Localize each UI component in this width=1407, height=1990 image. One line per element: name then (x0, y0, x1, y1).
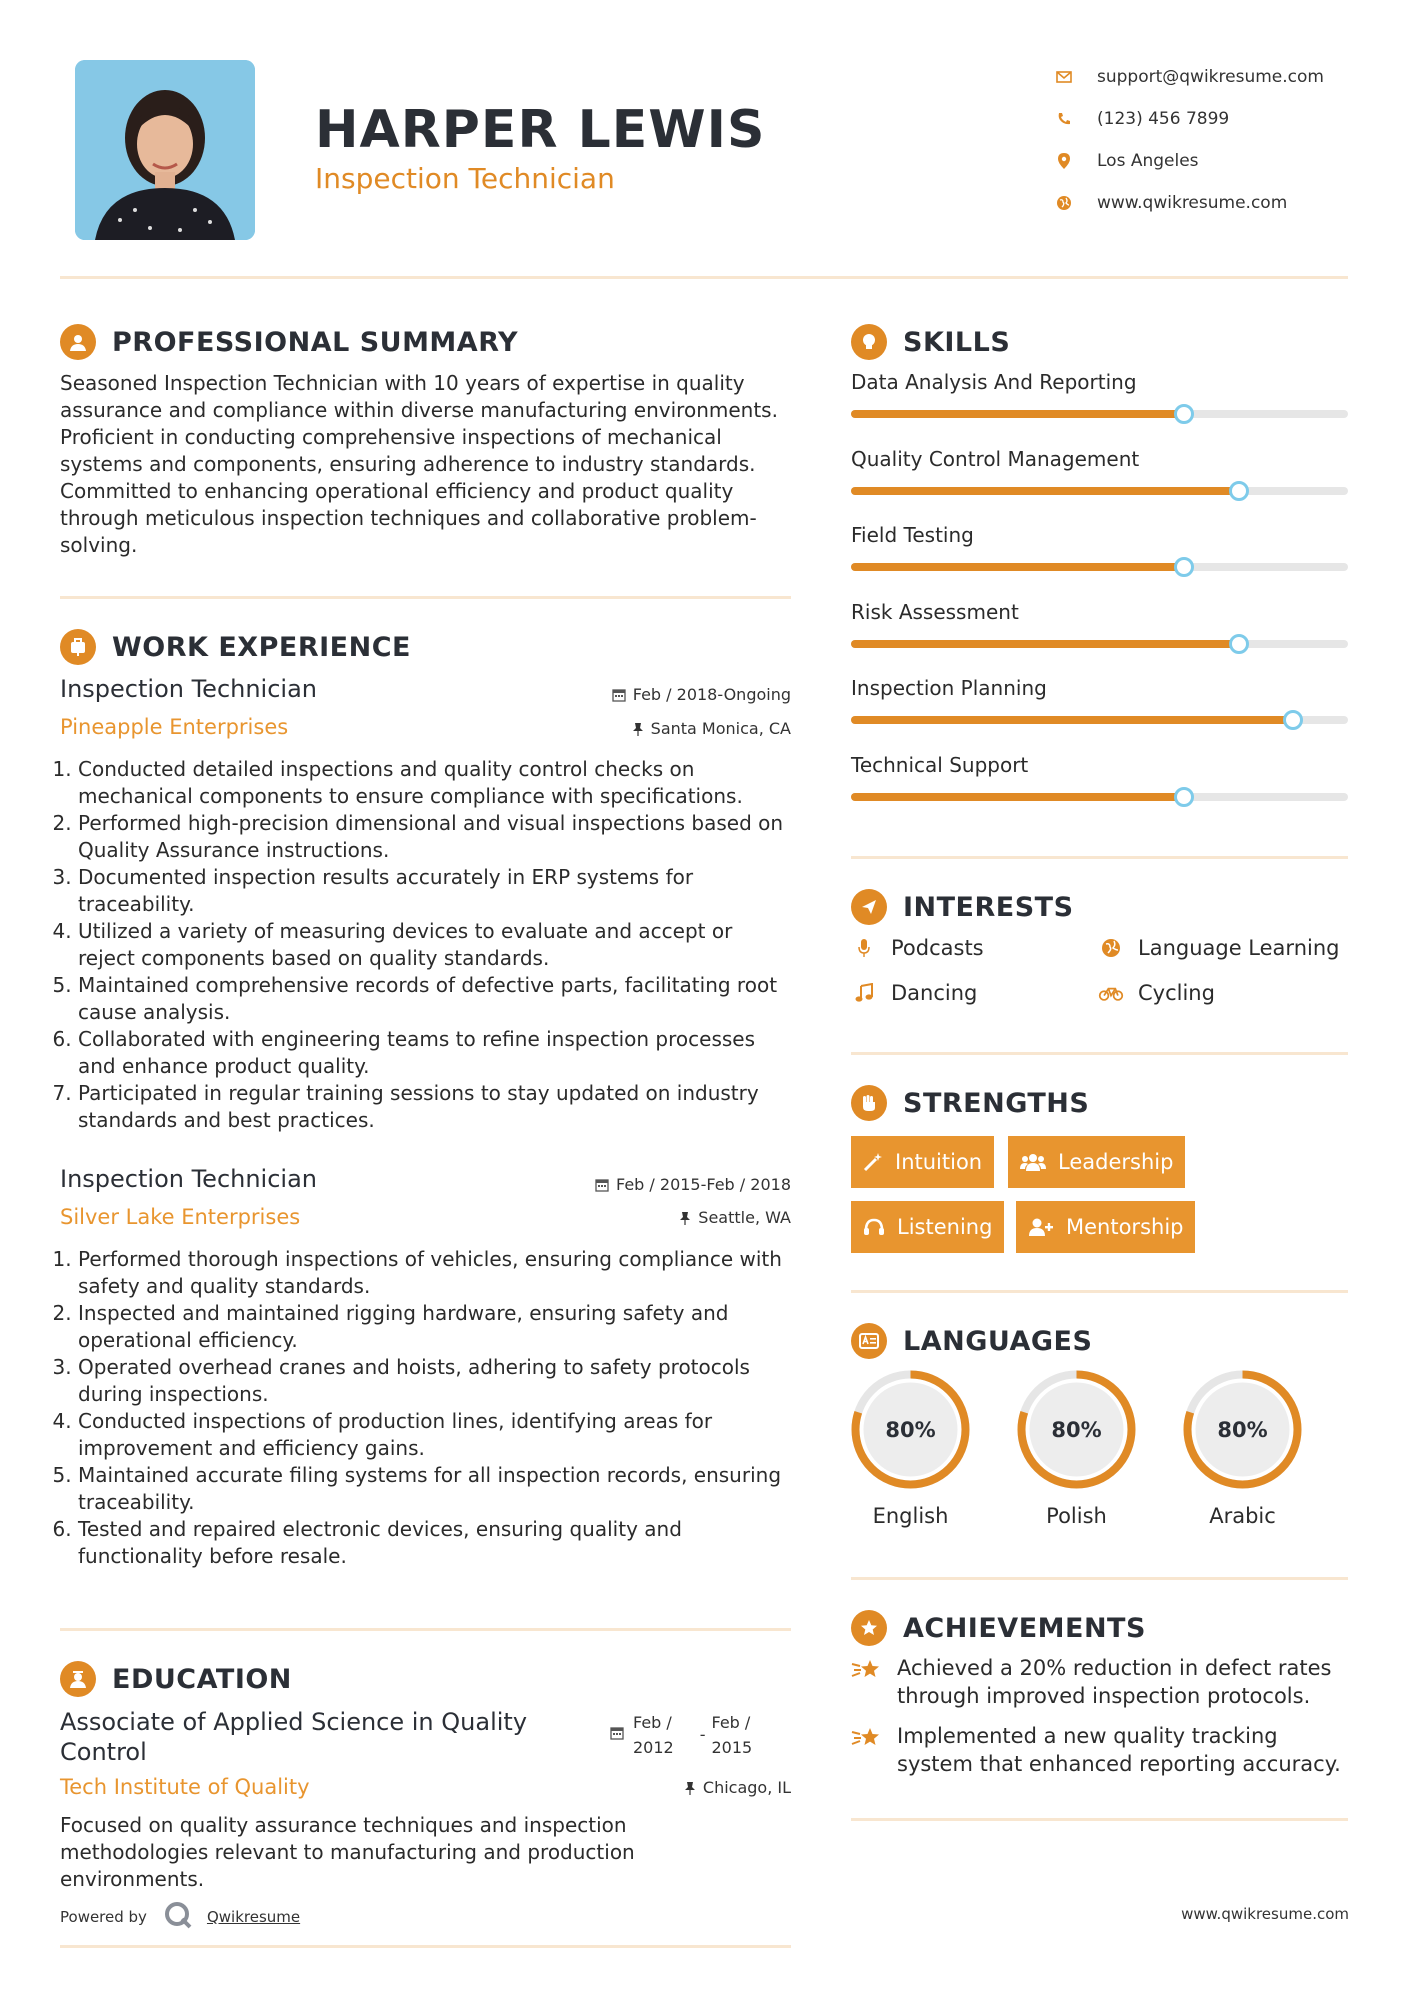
duty-item: 2. Inspected and maintained rigging hardware, ensuring safety and operational efficiency. (78, 1300, 795, 1354)
languages-heading (851, 1323, 1092, 1359)
duty-item: 1. Conducted detailed inspections and quality control checks on mechanical components to ensure compliance with specifications. (78, 756, 795, 810)
skill-name: Quality Control Management (851, 446, 1140, 471)
phone-icon (1055, 110, 1073, 128)
job-dates-text: Feb / 2015-Feb / 2018 (616, 1175, 791, 1194)
microphone-icon (851, 937, 877, 959)
lightbulb-icon (851, 324, 887, 360)
candidate-name: HARPER LEWIS (315, 100, 766, 160)
strength-label: Leadership (1058, 1150, 1174, 1174)
user-plus-icon (1028, 1217, 1054, 1237)
duty-item: 3. Documented inspection results accurately in ERP systems for traceability. (78, 864, 795, 918)
skill-bar (851, 793, 1348, 801)
education-heading (60, 1661, 292, 1697)
interest-item (851, 981, 977, 1005)
duty-item: 5. Maintained comprehensive records of defective parts, facilitating root cause analysis. (78, 972, 795, 1026)
summary-title: PROFESSIONAL SUMMARY (112, 326, 519, 358)
strengths-divider (851, 1290, 1348, 1293)
skills-heading (851, 324, 1010, 360)
strength-badge (1008, 1136, 1185, 1188)
bicycle-icon (1098, 982, 1124, 1004)
education-location (500, 1778, 791, 1797)
achievements-heading (851, 1610, 1146, 1646)
language-ring (1180, 1367, 1305, 1492)
skills-divider (851, 856, 1348, 859)
skill-bar-fill (851, 410, 1184, 418)
language-item (1180, 1367, 1305, 1528)
powered-by-label: Powered by (60, 1908, 147, 1926)
skill-item (851, 676, 1348, 724)
skill-bar (851, 410, 1348, 418)
interest-label: Cycling (1138, 981, 1215, 1005)
briefcase-icon (60, 629, 96, 665)
user-icon (60, 324, 96, 360)
job-location-text: Seattle, WA (698, 1208, 791, 1227)
skill-bar-knob (1174, 404, 1194, 424)
date-dash: - (699, 1725, 706, 1744)
duty-item: 4. Utilized a variety of measuring devices to evaluate and accept or reject components based on quality standards. (78, 918, 795, 972)
interest-item (851, 936, 984, 960)
education-location-text: Chicago, IL (702, 1778, 791, 1797)
language-name: Arabic (1209, 1504, 1276, 1528)
duty-item: 6. Tested and repaired electronic devices, ensuring quality and functionality before resale. (78, 1516, 795, 1570)
achievement-line: through improved inspection protocols. (897, 1684, 1311, 1708)
summary-text: Seasoned Inspection Technician with 10 years of expertise in quality assurance and compliance within diverse manufacturing environments. Proficient in conducting comprehensive inspections of mechanical systems and components, ensuring adherence to industry standards. Committed to enhancing operational efficiency and product quality through meticulous inspection techniques and collaborative problem-solving. (60, 371, 778, 557)
skill-item (851, 600, 1348, 648)
strength-label: Mentorship (1066, 1215, 1184, 1239)
contact-email[interactable] (1055, 56, 1324, 98)
achievements-divider (851, 1818, 1348, 1821)
pushpin-icon (679, 1211, 691, 1225)
strength-badge (1016, 1201, 1195, 1253)
language-item (848, 1367, 973, 1528)
achievement-line: Implemented a new quality tracking (897, 1724, 1278, 1748)
contact-list (1055, 56, 1324, 224)
duty-item: 1. Performed thorough inspections of vehicles, ensuring compliance with safety and quality standards. (78, 1246, 795, 1300)
magic-wand-icon (863, 1152, 883, 1172)
work-title: WORK EXPERIENCE (112, 631, 411, 663)
education-dates (610, 1710, 752, 1760)
profile-photo (75, 60, 255, 240)
contact-location-text: Los Angeles (1097, 151, 1199, 171)
interest-label: Dancing (891, 981, 978, 1005)
skill-bar-knob (1283, 710, 1303, 730)
language-card-icon (851, 1323, 887, 1359)
education-start-month: Feb / (633, 1713, 672, 1732)
graduate-icon (60, 1661, 96, 1697)
interests-heading (851, 889, 1074, 925)
duty-item: 7. Participated in regular training sessions to stay updated on industry standards and best practices. (78, 1080, 795, 1134)
job-location (500, 1208, 791, 1227)
skill-name: Field Testing (851, 523, 974, 547)
music-note-icon (851, 982, 877, 1004)
shooting-star-icon (851, 1654, 885, 1710)
qwikresume-logo-icon (163, 1900, 193, 1934)
job-location (500, 719, 791, 738)
pushpin-icon (684, 1781, 696, 1795)
degree-line: Associate of Applied Science in Quality (60, 1708, 528, 1736)
job-company: Silver Lake Enterprises (60, 1205, 301, 1229)
achievement-line: system that enhanced reporting accuracy. (897, 1752, 1341, 1776)
skill-bar-knob (1174, 787, 1194, 807)
header-divider (60, 276, 1348, 279)
job-duties (60, 1246, 795, 1570)
duty-item: 4. Conducted inspections of production lines, identifying areas for improvement and efficiency gains. (78, 1408, 795, 1462)
skill-bar-knob (1229, 634, 1249, 654)
skill-bar-knob (1229, 481, 1249, 501)
qwikresume-link[interactable]: Qwikresume (206, 1908, 301, 1926)
language-percent: 80% (1217, 1417, 1268, 1442)
job-company: Pineapple Enterprises (60, 715, 289, 739)
interest-item (1098, 981, 1215, 1005)
pushpin-icon (632, 722, 644, 736)
skills-title: SKILLS (903, 326, 1011, 358)
contact-phone[interactable] (1055, 98, 1324, 140)
languages-title: LANGUAGES (903, 1325, 1093, 1357)
degree-title (60, 1707, 580, 1767)
strengths-title: STRENGTHS (903, 1087, 1090, 1119)
language-ring (1014, 1367, 1139, 1492)
star-badge-icon (851, 1610, 887, 1646)
contact-phone-text: (123) 456 7899 (1097, 109, 1230, 129)
skill-item (851, 523, 1348, 571)
language-percent: 80% (1051, 1417, 1102, 1442)
duty-item: 2. Performed high-precision dimensional and visual inspections based on Quality Assurance instructions. (78, 810, 795, 864)
language-name: English (872, 1504, 949, 1528)
language-percent: 80% (885, 1417, 936, 1442)
interest-label: Podcasts (891, 936, 984, 960)
footer-powered (60, 1900, 300, 1934)
summary-heading (60, 324, 518, 360)
skill-name: Risk Assessment (851, 599, 1019, 624)
calendar-icon (595, 1178, 609, 1192)
education-end-month: Feb / (711, 1713, 751, 1732)
job-location-text: Santa Monica, CA (650, 719, 791, 738)
skill-name: Technical Support (851, 752, 1029, 777)
interest-item (1098, 936, 1339, 960)
achievement-item (851, 1654, 1348, 1710)
job-duties (60, 756, 795, 1134)
achievement-item (851, 1722, 1348, 1778)
education-start-year: 2012 (633, 1738, 674, 1757)
fist-icon (851, 1085, 887, 1121)
map-pin-icon (1055, 152, 1073, 170)
job-title: Inspection Technician (60, 675, 318, 703)
duty-item: 3. Operated overhead cranes and hoists, adhering to safety protocols during inspections. (78, 1354, 795, 1408)
interests-divider (851, 1052, 1348, 1055)
skill-bar-knob (1174, 557, 1194, 577)
skill-item (851, 753, 1348, 801)
skill-bar-fill (851, 563, 1184, 571)
calendar-icon (610, 1726, 624, 1740)
job-title: Inspection Technician (60, 1165, 318, 1193)
skill-item (851, 370, 1348, 418)
skill-name: Inspection Planning (851, 676, 1047, 700)
education-end (712, 1710, 753, 1760)
duty-item: 5. Maintained accurate filing systems for all inspection records, ensuring traceability. (78, 1462, 795, 1516)
skill-bar (851, 640, 1348, 648)
education-title: EDUCATION (112, 1663, 292, 1695)
skill-bar-fill (851, 716, 1293, 724)
strength-label: Intuition (895, 1150, 983, 1174)
strength-badge (851, 1201, 1004, 1253)
envelope-icon (1055, 68, 1073, 86)
achievements-title: ACHIEVEMENTS (903, 1612, 1146, 1644)
interest-label: Language Learning (1138, 936, 1340, 960)
education-description: Focused on quality assurance techniques and inspection methodologies relevant to manufacturing and production environments. (60, 1813, 635, 1891)
skill-bar (851, 716, 1348, 724)
languages-divider (851, 1577, 1348, 1580)
contact-website[interactable] (1055, 182, 1324, 224)
skill-bar (851, 563, 1348, 571)
skill-name: Data Analysis And Reporting (851, 370, 1137, 394)
skill-bar-fill (851, 640, 1239, 648)
candidate-role: Inspection Technician (315, 162, 615, 195)
headphones-icon (863, 1217, 885, 1237)
skill-bar-fill (851, 487, 1239, 495)
calendar-icon (612, 688, 626, 702)
strengths-heading (851, 1085, 1089, 1121)
education-start (633, 1710, 674, 1760)
language-name: Polish (1046, 1504, 1107, 1528)
summary-divider (60, 596, 791, 599)
education-divider (60, 1945, 791, 1948)
strength-label: Listening (897, 1215, 993, 1239)
job-dates (500, 685, 791, 704)
skill-bar-fill (851, 793, 1184, 801)
globe-icon (1055, 194, 1073, 212)
work-heading (60, 629, 411, 665)
language-ring (848, 1367, 973, 1492)
language-item (1014, 1367, 1139, 1528)
work-divider (60, 1628, 791, 1631)
achievement-line: Achieved a 20% reduction in defect rates (897, 1656, 1332, 1680)
contact-location (1055, 140, 1324, 182)
duty-item: 6. Collaborated with engineering teams to refine inspection processes and enhance product quality. (78, 1026, 795, 1080)
paper-plane-icon (851, 889, 887, 925)
interests-title: INTERESTS (903, 891, 1074, 923)
globe-icon (1098, 937, 1124, 959)
job-dates (500, 1175, 791, 1194)
school-name: Tech Institute of Quality (60, 1775, 310, 1799)
skill-bar (851, 487, 1348, 495)
skill-item (851, 447, 1348, 495)
education-end-year: 2015 (711, 1738, 753, 1757)
job-dates-text: Feb / 2018-Ongoing (632, 685, 791, 704)
shooting-star-icon (851, 1722, 885, 1778)
degree-line: Control (60, 1738, 147, 1766)
contact-email-text: support@qwikresume.com (1097, 67, 1324, 87)
strength-badge (851, 1136, 994, 1188)
contact-website-text: www.qwikresume.com (1097, 193, 1288, 213)
users-icon (1020, 1152, 1046, 1172)
footer-website[interactable]: www.qwikresume.com (1181, 1905, 1349, 1923)
